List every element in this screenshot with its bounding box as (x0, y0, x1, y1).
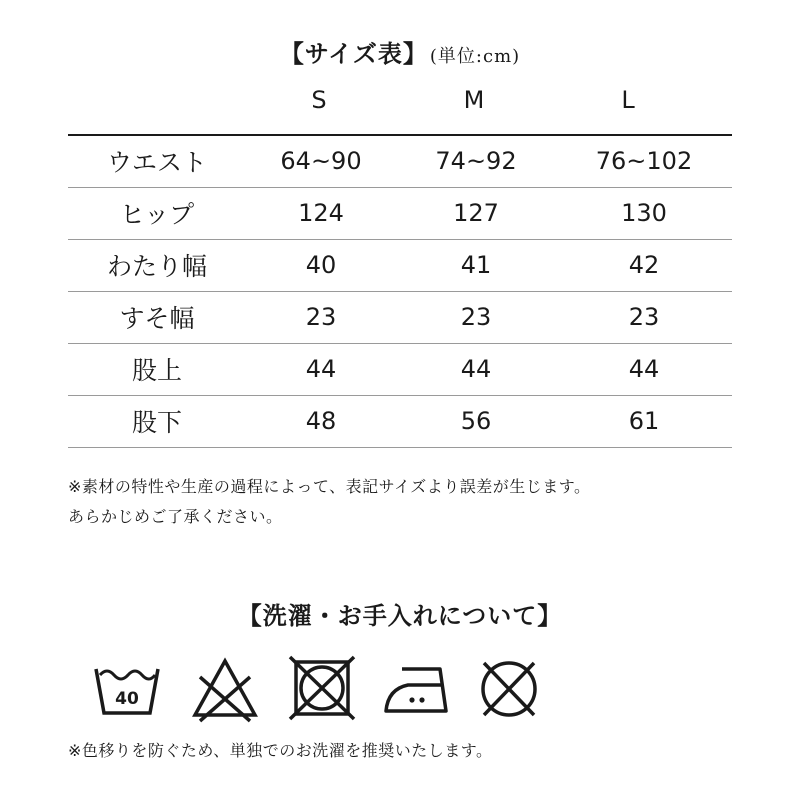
column-header-s: S (311, 86, 327, 114)
no-bleach-icon (190, 655, 260, 725)
no-dry-clean-graphic (474, 655, 544, 725)
no-bleach-graphic (190, 655, 260, 725)
no-tumble-dry-graphic (287, 655, 357, 725)
size-note (68, 472, 768, 532)
cell-s: 23 (246, 291, 396, 343)
size-chart-unit: (単位:cm) (429, 46, 521, 67)
row-label: ウエスト (68, 135, 246, 187)
row-label: 股下 (68, 395, 246, 447)
row-label: 股上 (68, 343, 246, 395)
cell-m: 127 (396, 187, 556, 239)
cell-s: 40 (246, 239, 396, 291)
cell-m: 41 (396, 239, 556, 291)
cell-s: 124 (246, 187, 396, 239)
iron-graphic (382, 655, 452, 725)
row-label: わたり幅 (68, 239, 246, 291)
cell-s: 64~90 (246, 135, 396, 187)
cell-s: 48 (246, 395, 396, 447)
cell-l: 44 (556, 343, 732, 395)
cell-m: 56 (396, 395, 556, 447)
size-column-headers (0, 86, 800, 126)
cell-l: 61 (556, 395, 732, 447)
care-title: 【洗濯・お手入れについて】 (237, 601, 563, 630)
cell-l: 42 (556, 239, 732, 291)
care-note: ※色移りを防ぐため、単独でのお洗濯を推奨いたします。 (68, 741, 493, 760)
cell-s: 44 (246, 343, 396, 395)
row-label: すそ幅 (68, 291, 246, 343)
wash-tub-40-icon (92, 655, 162, 725)
size-note-line1: ※素材の特性や生産の過程によって、表記サイズより誤差が生じます。 (68, 477, 591, 496)
table-row (68, 291, 732, 343)
cell-l: 23 (556, 291, 732, 343)
cell-l: 130 (556, 187, 732, 239)
no-dry-clean-icon (474, 655, 544, 725)
no-tumble-dry-icon (287, 655, 357, 725)
cell-l: 76~102 (556, 135, 732, 187)
column-header-m: M (463, 86, 485, 114)
row-label: ヒップ (68, 187, 246, 239)
cell-m: 23 (396, 291, 556, 343)
iron-low-temp-icon (382, 655, 452, 725)
cell-m: 44 (396, 343, 556, 395)
table-row (68, 343, 732, 395)
table-row (68, 395, 732, 447)
care-icons-row (0, 655, 800, 725)
cell-m: 74~92 (396, 135, 556, 187)
size-note-line2: あらかじめご了承ください。 (68, 507, 283, 526)
size-chart-title-text: 【サイズ表】 (279, 39, 428, 68)
wash-tub-40-graphic (92, 655, 162, 725)
table-row (68, 187, 732, 239)
size-chart-title (0, 34, 800, 69)
wash-temp-label: 40 (115, 689, 139, 709)
size-table (68, 134, 732, 448)
table-row (68, 135, 732, 187)
column-header-l: L (621, 86, 635, 114)
table-row (68, 239, 732, 291)
